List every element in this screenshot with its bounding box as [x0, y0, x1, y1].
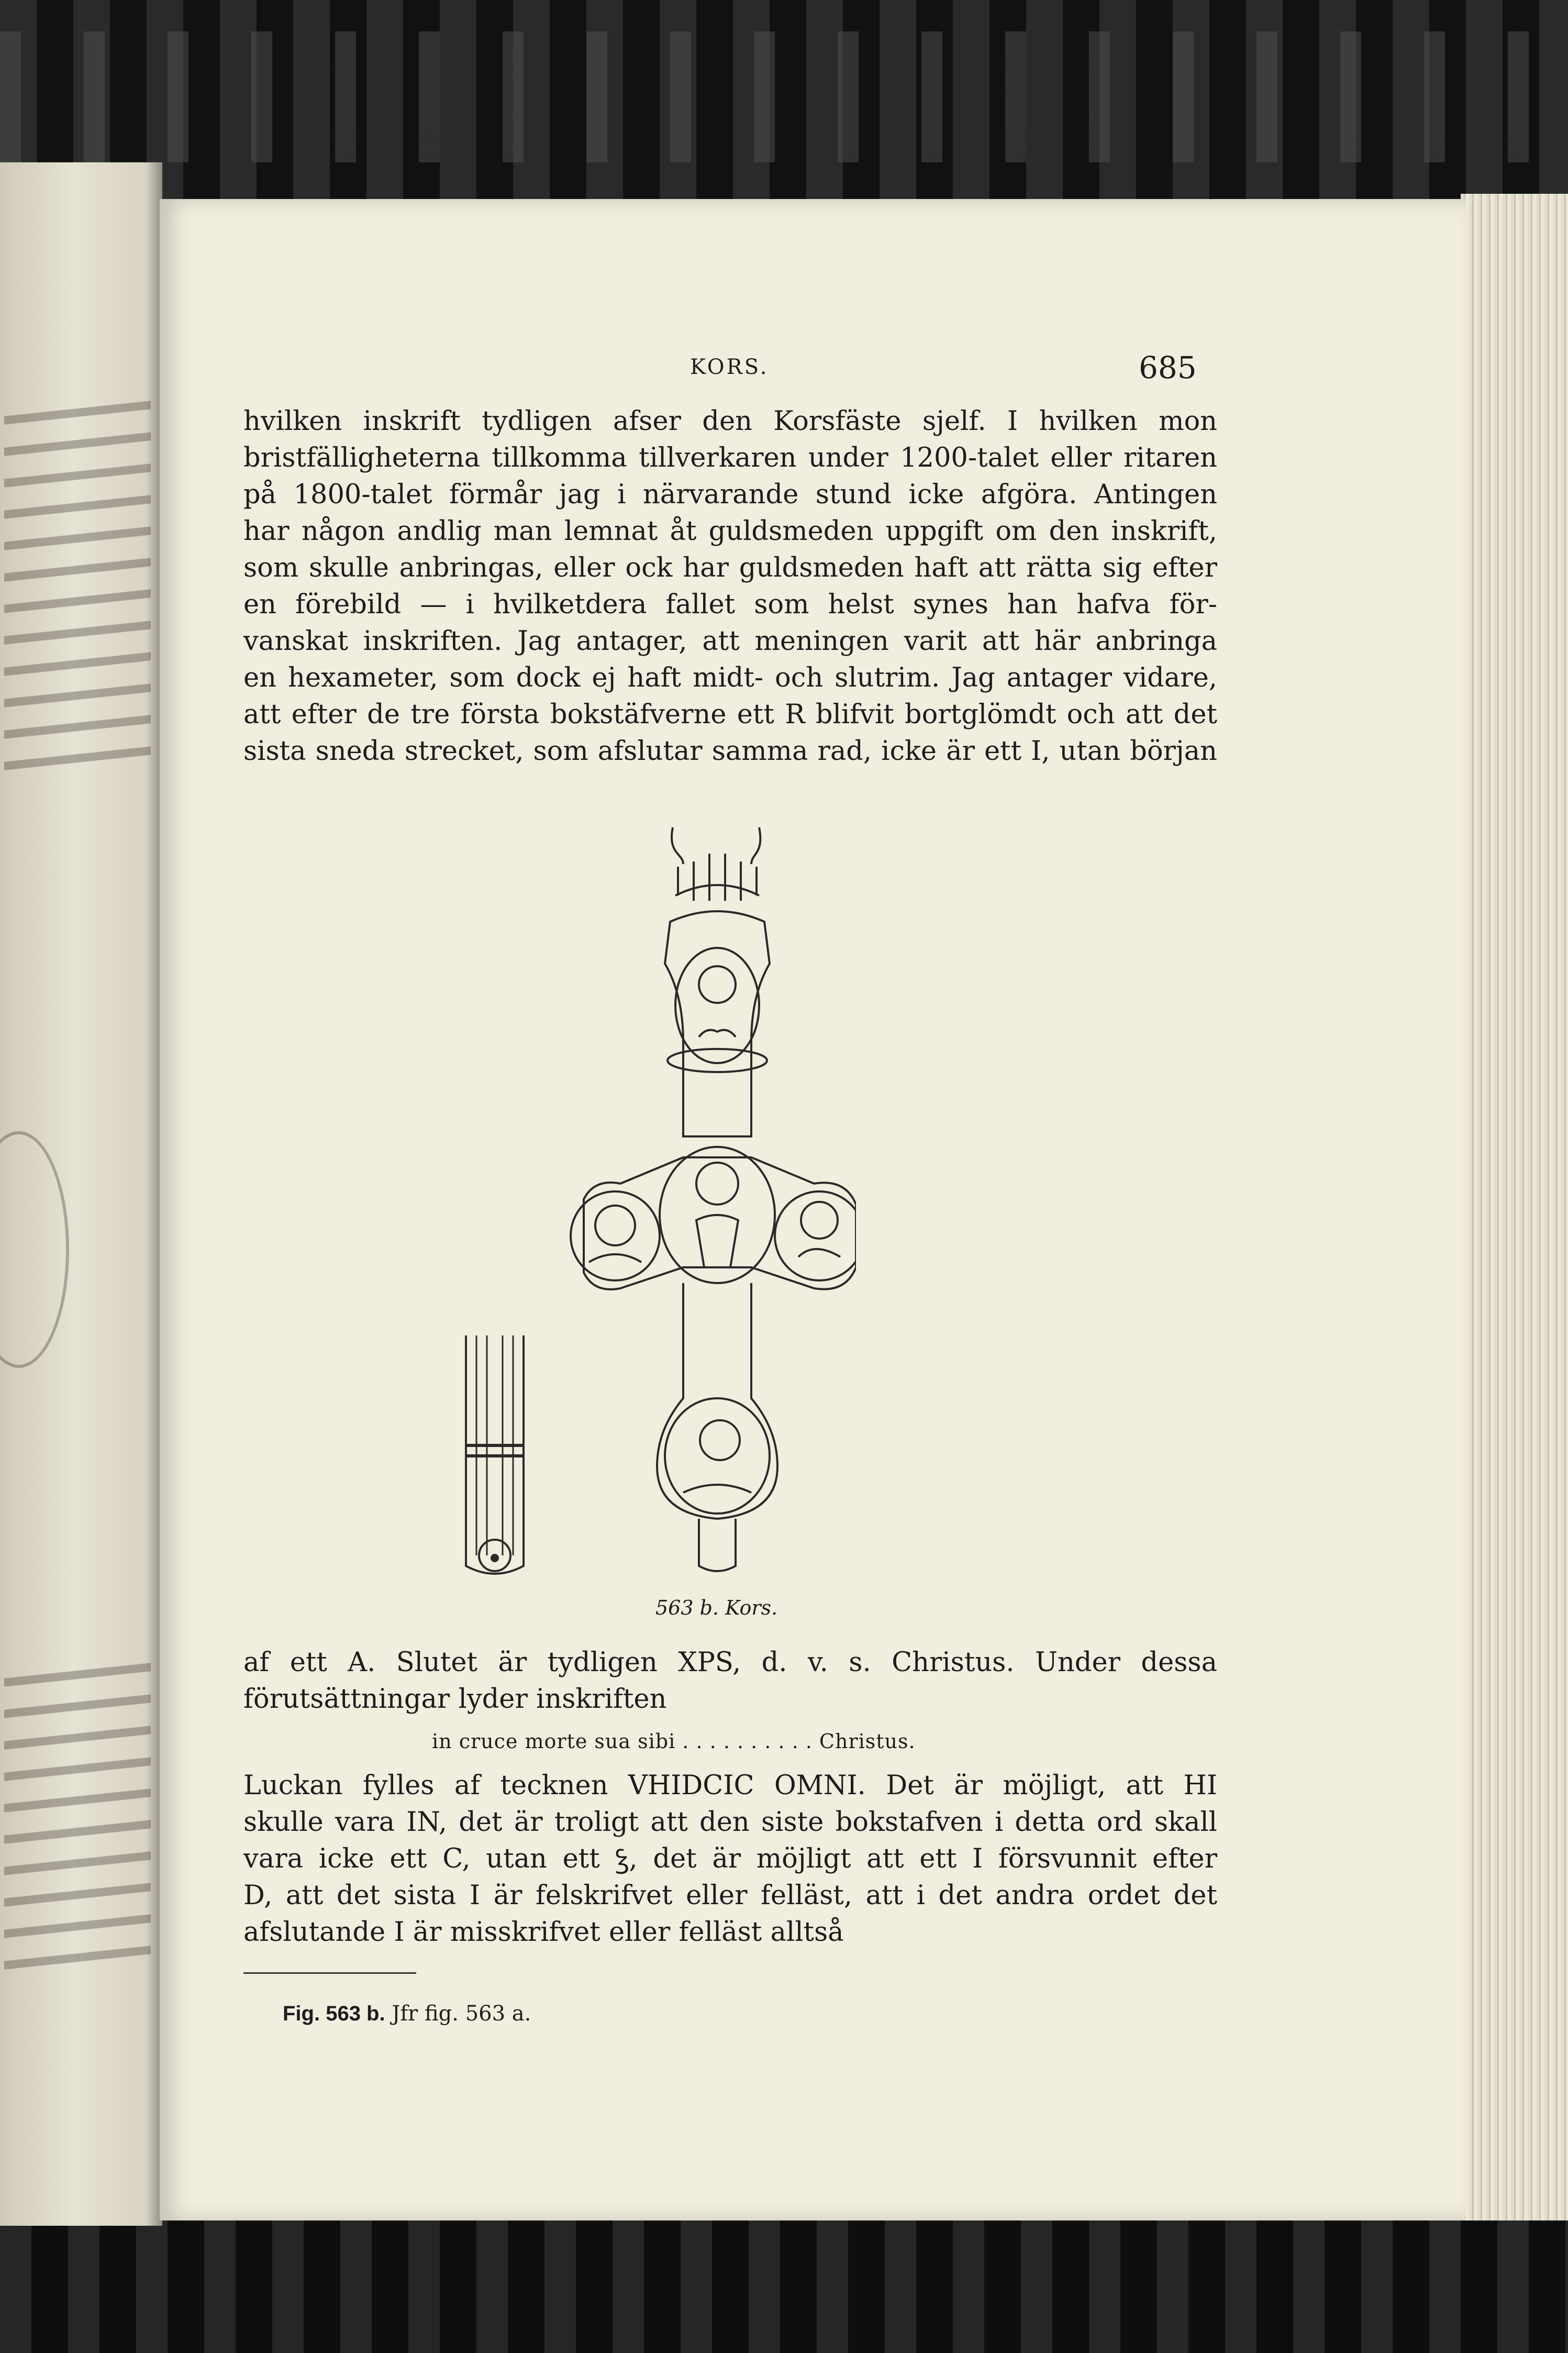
page-number: 685 — [1139, 350, 1197, 385]
figure-caption: 563 b. Kors. — [655, 1596, 778, 1619]
text-line: vara icke ett C, utan ett ꝣ, det är möjligt att ett I försvunnit efter — [243, 1843, 1217, 1874]
paragraph-1 — [243, 403, 1217, 770]
facing-page-figure — [0, 1131, 69, 1368]
text-line: en hexameter, som dock ej haft midt- och slutrim. Jag antager vidare, — [243, 662, 1217, 693]
paragraph-2 — [243, 1644, 1217, 1718]
text-line: vanskat inskriften. Jag antager, att meningen varit att här anbringa — [243, 626, 1217, 657]
text-line: hvilken inskrift tydligen afser den Korsfäste sjelf. I hvilken mon — [243, 406, 1217, 437]
page-edges-right — [1461, 194, 1568, 2221]
footnote-label: Fig. 563 b. — [283, 2002, 385, 2025]
footnote-text: Jfr fig. 563 a. — [392, 2002, 531, 2026]
text-line: på 1800-talet förmår jag i närvarande stund icke afgöra. Antingen — [243, 479, 1217, 510]
cross-illustration — [437, 822, 856, 1592]
scanner-background-top — [0, 0, 1568, 199]
running-head: KORS. — [690, 355, 769, 379]
text-line: en förebild — i hvilketdera fallet som helst synes han hafva för- — [243, 589, 1217, 620]
text-line: Luckan fylles af tecknen VHIDCIC OMNI. Det är möjligt, att HI — [243, 1770, 1217, 1801]
text-line: har någon andlig man lemnat åt guldsmeden uppgift om den inskrift, — [243, 516, 1217, 547]
footnote-divider — [243, 1972, 416, 1974]
text-line: D, att det sista I är felskrifvet eller felläst, att i det andra ordet det — [243, 1880, 1217, 1911]
text-line: skulle vara IN, det är troligt att den siste bokstafven i detta ord skall — [243, 1807, 1217, 1838]
paragraph-3 — [243, 1767, 1217, 1951]
facing-page-left — [0, 162, 162, 2226]
footnote — [283, 2002, 531, 2026]
scanner-background-bottom — [0, 2206, 1568, 2353]
text-line: som skulle anbringas, eller ock har guldsmeden haft att rätta sig efter — [243, 553, 1217, 583]
text-line: af ett A. Slutet är tydligen XPS, d. v. s. Christus. Under dessa — [243, 1647, 1217, 1678]
text-line: bristfälligheterna tillkomma tillverkaren under 1200-talet eller ritaren — [243, 443, 1217, 473]
text-line: förutsättningar lyder inskriften — [243, 1684, 667, 1715]
text-line: sista sneda strecket, som afslutar samma rad, icke är ett I, utan början — [243, 736, 1217, 767]
text-line: afslutande I är misskrifvet eller felläst alltså — [243, 1917, 844, 1948]
inscription-reading: in cruce morte sua sibi . . . . . . . . . . Christus. — [432, 1730, 916, 1753]
text-line: att efter de tre första bokstäfverne ett R blifvit bortglömdt och att det — [243, 699, 1217, 730]
